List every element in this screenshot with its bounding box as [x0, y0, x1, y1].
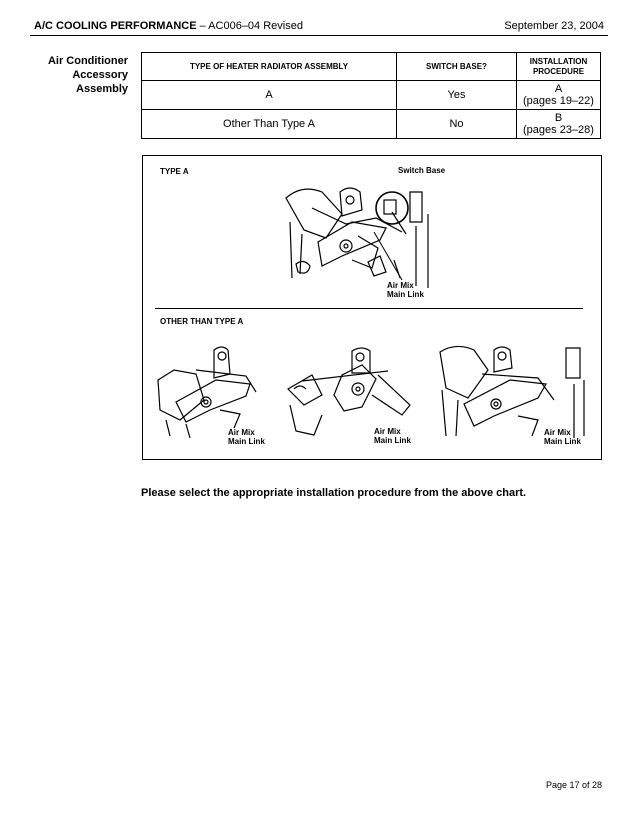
header-rule [30, 35, 608, 36]
cell-procedure: B (pages 23–28) [517, 110, 601, 139]
section-heading: Air Conditioner Accessory Assembly [47, 55, 128, 95]
figure-divider [155, 308, 583, 309]
air-mix-callout: Air Mix Main Link [374, 427, 411, 445]
cell-procedure: A (pages 19–22) [517, 81, 601, 110]
col-header-switch: SWITCH BASE? [397, 53, 517, 81]
cell-type: A [142, 81, 397, 110]
document-title: A/C COOLING PERFORMANCE – AC006–04 Revised [34, 20, 303, 32]
table-row [142, 110, 601, 139]
leader-line [370, 230, 410, 282]
instruction-note: Please select the appropriate installation procedure from the above chart. [141, 487, 527, 499]
table-row [142, 81, 601, 110]
other-illustration-2 [282, 345, 422, 440]
other-illustration-3 [434, 340, 594, 440]
other-than-type-a-label: OTHER THAN TYPE A [160, 317, 244, 326]
cell-type: Other Than Type A [142, 110, 397, 139]
air-mix-callout: Air Mix Main Link [387, 281, 424, 299]
page-header [30, 20, 608, 37]
other-illustration-1 [156, 340, 266, 440]
switch-base-label: Switch Base [398, 166, 446, 175]
air-mix-callout: Air Mix Main Link [228, 428, 265, 446]
air-mix-callout: Air Mix Main Link [544, 428, 581, 446]
cell-switch: Yes [397, 81, 517, 110]
table-header-row [142, 53, 601, 81]
type-a-label: TYPE A [160, 167, 189, 176]
col-header-procedure: INSTALLATION PROCEDURE [517, 53, 601, 81]
procedure-selection-table [141, 52, 601, 139]
page-number: Page 17 of 28 [545, 780, 602, 790]
type-a-illustration [282, 178, 442, 290]
cell-switch: No [397, 110, 517, 139]
document-date: September 23, 2004 [504, 20, 604, 32]
col-header-type: TYPE OF HEATER RADIATOR ASSEMBLY [142, 53, 397, 81]
